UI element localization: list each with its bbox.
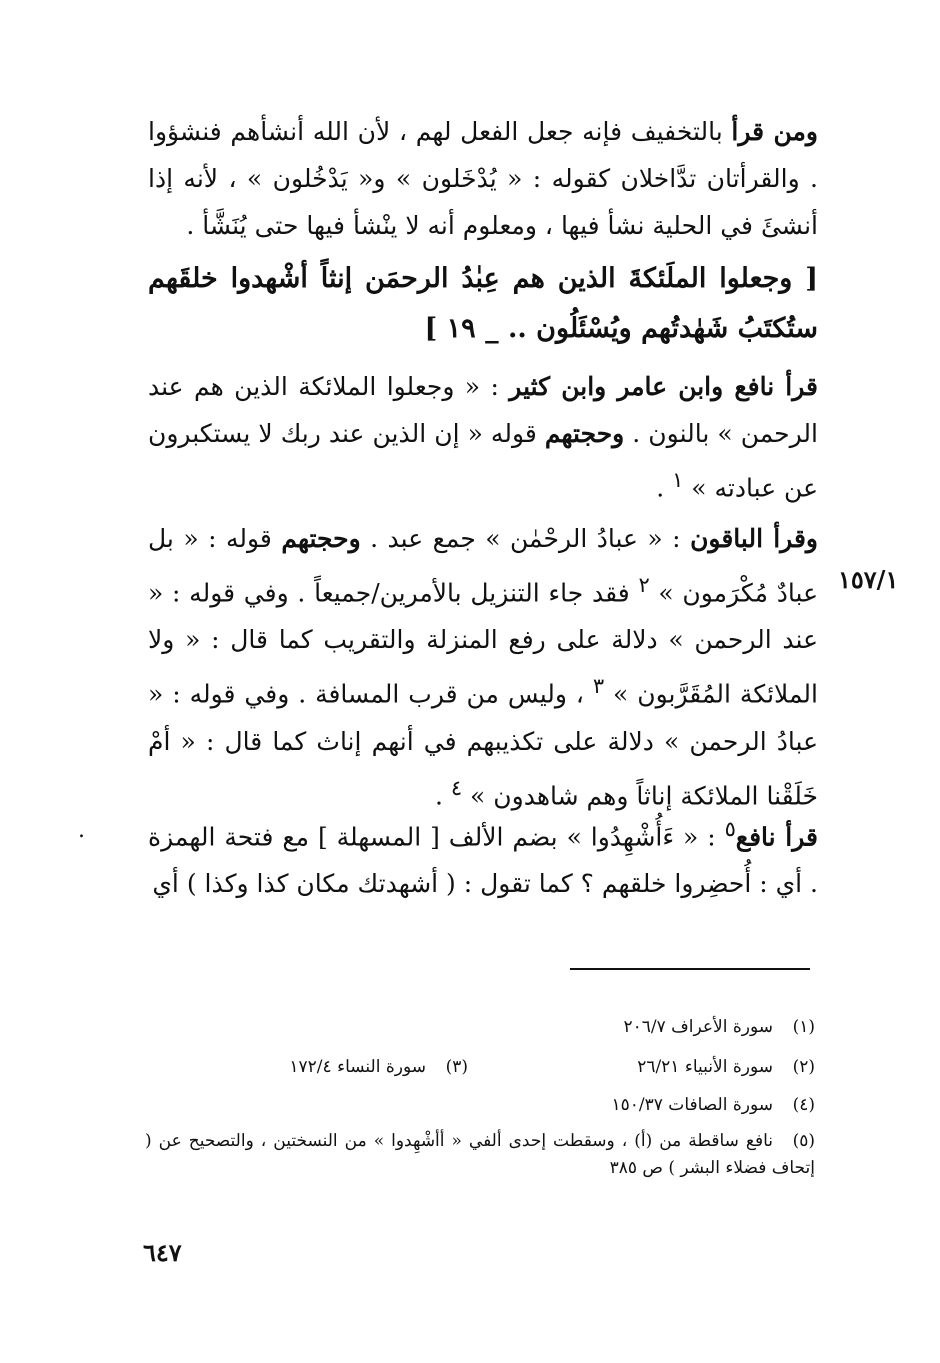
footnote-marker-3: ٣ <box>592 674 605 699</box>
paragraph-3-hujja: وحجتهم <box>281 524 361 553</box>
footnote-marker-1: ١ <box>672 468 684 492</box>
verse-number: _ ١٩ ] <box>424 313 499 344</box>
paragraph-2-lead: قرأ نافع وابن عامر وابن كثير <box>509 372 818 401</box>
paragraph-4-text: : « ءَأُشْهِدُوا » بضم الألف [ المسهلة ] مع فتحة الهمزة . أي : أُحضِروا خلقهم ؟ كما تقول : ( أشهدتك مكان كذا وكذا ) أي <box>148 822 818 899</box>
paragraph-2-hujja: وحجتهم <box>544 419 625 448</box>
footnote-3 <box>289 1054 468 1081</box>
footnote-2-text: سورة الأنبياء ٢٦/٢١ <box>637 1057 773 1077</box>
paragraph-3-text-b: قوله : « بل عبادٌ مُكْرَمون » <box>148 524 818 608</box>
footnote-3-number: (٣) <box>445 1057 468 1077</box>
footnote-3-text: سورة النساء ١٧٢/٤ <box>289 1057 426 1077</box>
footnote-separator <box>570 968 810 970</box>
paragraph-3-text-d: ، وليس من قرب المسافة . وفي قوله : « عبادُ الرحمن » دلالة على تكذيبهم في أنهم إناث كما قال : « أمْ خَلَقْنا الملائكة إناثاً وهم شاهدون » <box>148 679 818 810</box>
footnote-5-text: نافع ساقطة من (أ) ، وسقطت إحدى ألفي « أأشْهِدوا » من النسختين ، والتصحيح عن ( إتحاف فضلاء البشر ) ص ٣٨٥ <box>145 1131 815 1178</box>
footnote-2-number: (٢) <box>792 1057 815 1077</box>
paragraph-2-text-a: : « وجعلوا الملائكة الذين هم عند الرحمن » بالنون . <box>148 372 818 448</box>
quran-verse <box>148 254 818 354</box>
verse-text: [ وجعلوا الملَئكةَ الذين هم عِبٰدُ الرحمَن إنثاً أشْهدوا خلقَهم ستُكتَبُ شَهٰدتُهم ويُسْئَلُون .. <box>148 263 818 344</box>
footnote-2 <box>637 1054 815 1081</box>
page-number: ٦٤٧ <box>143 1238 182 1267</box>
paragraph-2-text-b: قوله « إن الذين عند ربك لا يستكبرون عن عبادته » <box>148 419 818 503</box>
paragraph-3-text-c: فقد جاء التنزيل بالأمرين/جميعاً . وفي قوله : « عند الرحمن » دلالة على رفع المنزلة والتقريب كما قال : « ولا الملائكة المُقَرَّبون » <box>148 578 818 709</box>
footnote-1-text: سورة الأعراف ٢٠٦/٧ <box>623 1017 773 1037</box>
paragraph-3-text-a: : « عبادُ الرحْمٰن » جمع عبد . <box>360 524 691 553</box>
paragraph-3-lead: وقرأ الباقون <box>690 524 818 553</box>
footnote-1-number: (١) <box>792 1017 815 1037</box>
paragraph-4 <box>148 806 818 907</box>
footnote-4-text: سورة الصافات ١٥٠/٣٧ <box>611 1095 773 1115</box>
paragraph-3-end: . <box>434 780 451 810</box>
manuscript-folio-reference: ١٥٧/١ <box>838 565 899 594</box>
paragraph-1-text: بالتخفيف فإنه جعل الفعل لهم ، لأن الله أنشأهم فنشؤوا . والقرأتان تدَّاخلان كقوله : « يُدْخَلون » و« يَدْخُلون » ، لأنه إذا أنشئَ في الحلية نشأ فيها ، ومعلوم أنه لا ينْشأ فيها حتى يُنَشَّأ . <box>148 117 818 240</box>
paragraph-1 <box>148 108 818 249</box>
footnote-marker-4: ٤ <box>450 775 463 800</box>
paragraph-2-end: . <box>656 473 673 503</box>
footnote-4-number: (٤) <box>792 1095 815 1115</box>
footnote-4 <box>612 1092 815 1119</box>
paragraph-3 <box>148 515 818 819</box>
footnote-marker-2: ٢ <box>638 573 650 597</box>
footnote-marker-5: ٥ <box>724 817 736 841</box>
footnote-5-number: (٥) <box>792 1131 815 1151</box>
paragraph-1-lead: ومن قرأ <box>731 117 819 146</box>
paragraph-4-lead: قرأ نافع <box>735 822 819 852</box>
footnote-1 <box>623 1014 815 1041</box>
footnote-5 <box>145 1128 815 1182</box>
paragraph-2 <box>148 363 818 511</box>
margin-dot: . <box>78 818 85 843</box>
